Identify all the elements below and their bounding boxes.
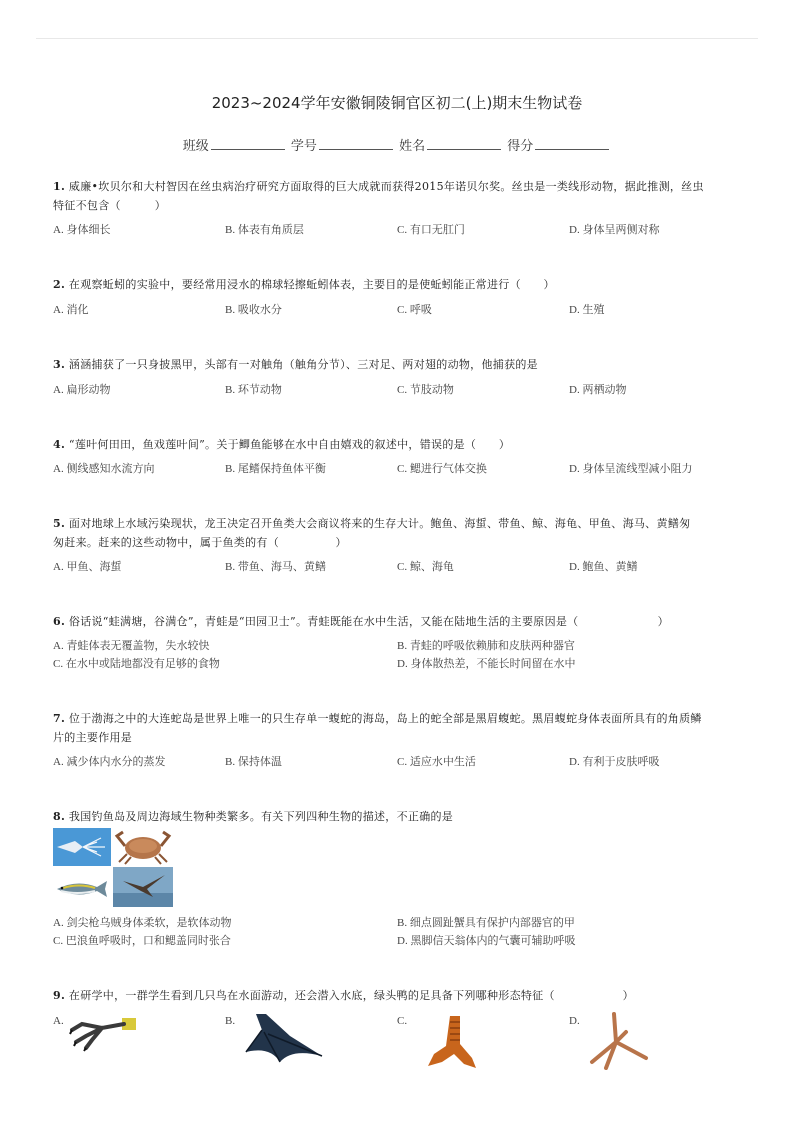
option-d[interactable]: D. 鲍鱼、黄鳝 <box>569 561 638 573</box>
question-3 <box>53 355 743 374</box>
question-text: 涵涵捕获了一只身披黑甲，头部有一对触角（触角分节）、三对足、两对翅的动物，他捕获的是 <box>68 358 538 371</box>
question-8 <box>53 807 743 826</box>
question-text: 俗话说“蛙满塘，谷满仓”，青蛙是“田园卫士”。青蛙既能在水中生活，又能在陆地生活的主要原因是（ ） <box>68 615 669 628</box>
option-d[interactable]: D. 两栖动物 <box>569 384 627 396</box>
question-6 <box>53 612 743 631</box>
student-info-row <box>0 135 794 154</box>
header-rule <box>36 38 758 39</box>
option-d[interactable]: D. 生殖 <box>569 304 605 316</box>
option-d[interactable]: D. 有利于皮肤呼吸 <box>569 756 660 768</box>
question-number: 9. <box>53 989 66 1002</box>
score-field[interactable] <box>535 137 609 150</box>
question-text-cont: 匆赶来。赶来的这些动物中，属于鱼类的有（ ） <box>53 536 347 549</box>
question-text-cont: 片的主要作用是 <box>53 731 133 744</box>
option-c[interactable]: C. 节肢动物 <box>397 384 454 396</box>
number-label: 学号 <box>290 139 317 154</box>
option-b[interactable]: B. 带鱼、海马、黄鳝 <box>225 561 326 573</box>
option-a[interactable]: A. 剑尖枪乌贼身体柔软，是软体动物 <box>53 917 232 929</box>
question-number: 2. <box>53 278 66 291</box>
question-number: 8. <box>53 810 66 823</box>
question-9 <box>53 986 743 1005</box>
question-text: 位于渤海之中的大连蛇岛是世界上唯一的只生存单一蝮蛇的海岛，岛上的蛇全部是黑眉蝮蛇。黑眉蝮蛇身体表面所具有的角质鳞 <box>68 712 702 725</box>
question-text: 面对地球上水域污染现状，龙王决定召开鱼类大会商议将来的生存大计。鲍鱼、海蜇、带鱼、鲸、海龟、甲鱼、海马、黄鳝匆 <box>68 517 691 530</box>
question-text: 在研学中，一群学生看到几只鸟在水面游动，还会潜入水底，绿头鸭的足具备下列哪种形态特征（ ） <box>68 989 634 1002</box>
option-d[interactable]: D. 身体呈流线型减小阻力 <box>569 463 693 475</box>
option-c[interactable]: C. 巴浪鱼呼吸时，口和鳃盖同时张合 <box>53 935 231 947</box>
mackerel-fish-image <box>53 871 111 907</box>
option-d[interactable]: D. 黑脚信天翁体内的气囊可辅助呼吸 <box>397 935 576 947</box>
question-text: 威廉•坎贝尔和大村智因在丝虫病治疗研究方面取得的巨大成就而获得2015年诺贝尔奖。丝虫是一类线形动物，据此推测，丝虫 <box>68 180 704 193</box>
option-b[interactable]: B. 环节动物 <box>225 384 282 396</box>
question-text: 在观察蚯蚓的实验中，要经常用浸水的棉球轻擦蚯蚓体表，主要目的是使蚯蚓能正常进行（ ） <box>68 278 555 291</box>
squid-image <box>53 828 111 866</box>
option-b[interactable]: B. 保持体温 <box>225 756 282 768</box>
question-number: 3. <box>53 358 66 371</box>
option-c[interactable]: C. 鳃进行气体交换 <box>397 463 487 475</box>
question-number: 1. <box>53 180 66 193</box>
option-a[interactable]: A. 扁形动物 <box>53 384 111 396</box>
question-5 <box>53 514 743 552</box>
option-b[interactable]: B. 青蛙的呼吸依赖肺和皮肤两种器官 <box>397 640 575 652</box>
class-label: 班级 <box>182 139 209 154</box>
score-label: 得分 <box>507 139 534 154</box>
option-a[interactable]: A. 青蛙体表无覆盖物，失水较快 <box>53 640 210 652</box>
option-c[interactable]: C. 适应水中生活 <box>397 756 476 768</box>
option-b[interactable]: B. 吸收水分 <box>225 304 282 316</box>
page-title: 2023~2024学年安徽铜陵铜官区初二(上)期末生物试卷 <box>211 94 583 112</box>
option-d[interactable]: D. <box>569 1015 580 1027</box>
option-a[interactable]: A. 身体细长 <box>53 224 111 236</box>
number-field[interactable] <box>319 137 393 150</box>
option-c[interactable]: C. 在水中或陆地都没有足够的食物 <box>53 658 220 670</box>
question-text: “莲叶何田田，鱼戏莲叶间”。关于鲫鱼能够在水中自由嬉戏的叙述中，错误的是（ ） <box>68 438 511 451</box>
wading-foot-image[interactable] <box>586 1012 650 1070</box>
option-c[interactable]: C. 有口无肛门 <box>397 224 465 236</box>
option-c[interactable]: C. <box>397 1015 408 1027</box>
question-number: 5. <box>53 517 66 530</box>
crab-image <box>113 826 173 866</box>
question-number: 6. <box>53 615 66 628</box>
option-c[interactable]: C. 鲸、海龟 <box>397 561 454 573</box>
webbed-foot-image[interactable] <box>240 1012 324 1068</box>
albatross-image <box>113 867 173 907</box>
name-field[interactable] <box>427 137 501 150</box>
question-2 <box>53 275 743 294</box>
option-b[interactable]: B. 体表有角质层 <box>225 224 304 236</box>
option-d[interactable]: D. 身体呈两侧对称 <box>569 224 660 236</box>
question-text-cont: 特征不包含（ ） <box>53 199 166 212</box>
question-text: 我国钓鱼岛及周边海域生物种类繁多。有关下列四种生物的描述，不正确的是 <box>68 810 454 823</box>
class-field[interactable] <box>211 137 285 150</box>
option-a[interactable]: A. 减少体内水分的蒸发 <box>53 756 166 768</box>
scaly-foot-image[interactable] <box>420 1014 480 1070</box>
option-b[interactable]: B. 尾鳍保持鱼体平衡 <box>225 463 326 475</box>
question-4 <box>53 435 743 454</box>
question-number: 7. <box>53 712 66 725</box>
option-a[interactable]: A. 侧线感知水流方向 <box>53 463 155 475</box>
claw-foot-image[interactable] <box>68 1014 136 1052</box>
option-a[interactable]: A. 消化 <box>53 304 89 316</box>
question-7 <box>53 709 743 747</box>
question-1 <box>53 177 743 215</box>
option-b[interactable]: B. 细点圆趾蟹具有保护内部器官的甲 <box>397 917 575 929</box>
name-label: 姓名 <box>399 139 426 154</box>
option-c[interactable]: C. 呼吸 <box>397 304 432 316</box>
option-a[interactable]: A. 甲鱼、海蜇 <box>53 561 122 573</box>
option-a[interactable]: A. <box>53 1015 64 1027</box>
option-d[interactable]: D. 身体散热差，不能长时间留在水中 <box>397 658 576 670</box>
question-number: 4. <box>53 438 66 451</box>
option-b[interactable]: B. <box>225 1015 236 1027</box>
